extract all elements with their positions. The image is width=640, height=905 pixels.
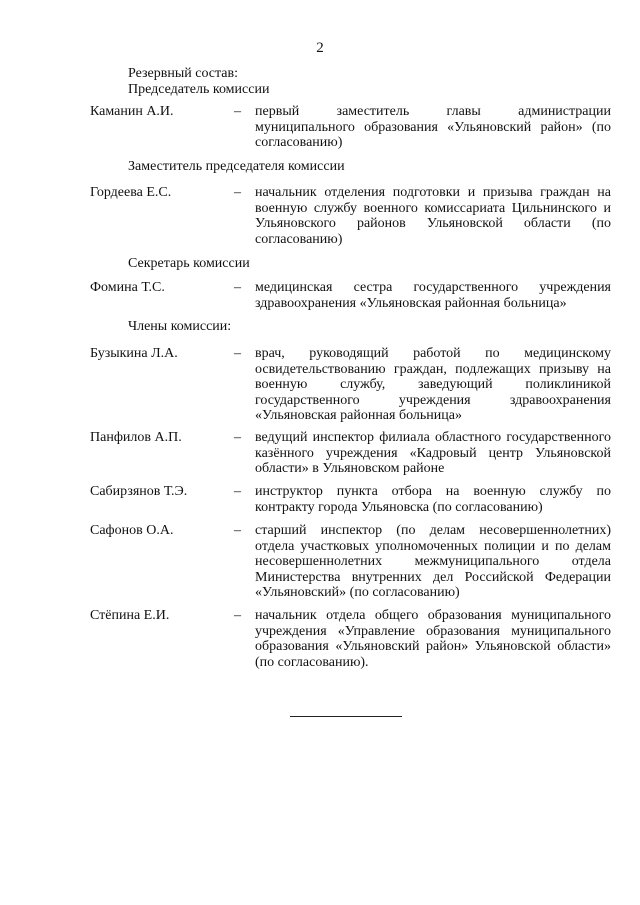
reserve-heading: Резервный состав: — [128, 66, 239, 81]
member-position: начальник отдела общего образования муниципального учреждения «Управление образования муниципального образования «Ульяновский район» Ульяновской области» (по согласованию). — [255, 608, 611, 670]
member-name: Фомина Т.С. — [90, 280, 165, 295]
member-name: Сабирзянов Т.Э. — [90, 484, 188, 499]
member-name: Стёпина Е.И. — [90, 608, 170, 623]
dash-separator: – — [234, 608, 241, 623]
member-position: старший инспектор (по делам несовершеннолетних) отдела участковых уполномоченных полиции и по делам несовершеннолетних межмуниципального отдела Министерства внутренних дел Российской Федерации «Ульяновский» (по согласованию) — [255, 523, 611, 600]
member-position: медицинская сестра государственного учреждения здравоохранения «Ульяновская районная больница» — [255, 280, 611, 311]
member-position: врач, руководящий работой по медицинскому освидетельствованию граждан, подлежащих призыву на военную службу, заведующий поликлиникой государственного учреждения здравоохранения «Ульяновская районная больница» — [255, 346, 611, 423]
chairman-heading: Председатель комиссии — [128, 82, 270, 97]
members-heading: Члены комиссии: — [128, 319, 232, 334]
secretary-heading: Секретарь комиссии — [128, 256, 250, 271]
deputy-heading: Заместитель председателя комиссии — [128, 159, 345, 174]
dash-separator: – — [234, 280, 241, 295]
page-number: 2 — [316, 40, 324, 56]
member-name: Гордеева Е.С. — [90, 185, 172, 200]
dash-separator: – — [234, 185, 241, 200]
closing-rule — [290, 716, 402, 717]
member-name: Сафонов О.А. — [90, 523, 174, 538]
member-name: Каманин А.И. — [90, 104, 174, 119]
dash-separator: – — [234, 484, 241, 499]
member-position: первый заместитель главы администрации муниципального образования «Ульяновский район» (по согласованию) — [255, 104, 611, 150]
member-position: начальник отделения подготовки и призыва граждан на военную службу военного комиссариата Цильнинского и Ульяновского районов Ульяновской области (по согласованию) — [255, 185, 611, 247]
dash-separator: – — [234, 104, 241, 119]
dash-separator: – — [234, 346, 241, 361]
dash-separator: – — [234, 430, 241, 445]
member-position: инструктор пункта отбора на военную службу по контракту города Ульяновска (по согласованию) — [255, 484, 611, 515]
member-name: Панфилов А.П. — [90, 430, 182, 445]
member-position: ведущий инспектор филиала областного государственного казённого учреждения «Кадровый центр Ульяновской области» в Ульяновском районе — [255, 430, 611, 476]
member-name: Бузыкина Л.А. — [90, 346, 178, 361]
dash-separator: – — [234, 523, 241, 538]
